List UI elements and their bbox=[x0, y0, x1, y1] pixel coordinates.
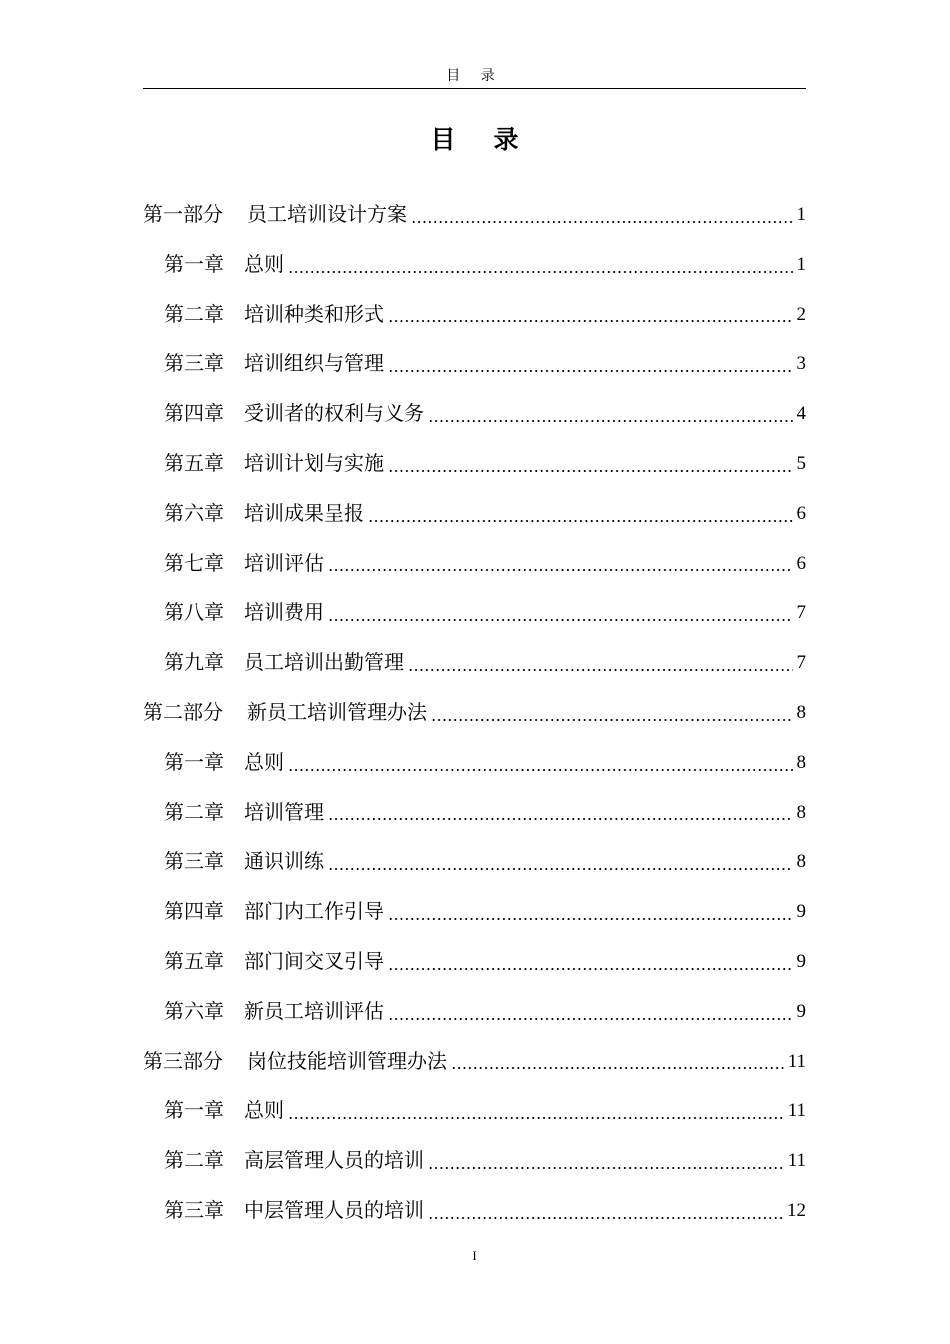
toc-entry-page-number: 11 bbox=[787, 1050, 806, 1072]
toc-entry-page-number: 11 bbox=[787, 1150, 806, 1172]
toc-chapter-entry[interactable] bbox=[143, 489, 806, 539]
table-of-contents bbox=[143, 190, 806, 1236]
toc-entry-label: 第二章 bbox=[164, 1148, 224, 1173]
toc-entry-title: 培训成果呈报 bbox=[244, 500, 364, 525]
toc-entry-label: 第一章 bbox=[164, 251, 224, 276]
toc-dot-leader bbox=[328, 818, 793, 820]
toc-entry-label: 第四章 bbox=[164, 401, 224, 426]
toc-entry-page-number: 9 bbox=[796, 950, 806, 972]
toc-chapter-entry[interactable] bbox=[143, 389, 806, 439]
toc-entry-page-number: 7 bbox=[796, 602, 806, 624]
toc-entry-label: 第七章 bbox=[164, 550, 224, 575]
toc-entry-page-number: 8 bbox=[796, 851, 806, 873]
toc-dot-leader bbox=[288, 271, 793, 273]
toc-dot-leader bbox=[328, 619, 793, 621]
toc-entry-label: 第三部分 bbox=[143, 1048, 223, 1073]
toc-entry-page-number: 9 bbox=[796, 901, 806, 923]
toc-dot-leader bbox=[428, 1167, 784, 1169]
toc-entry-title: 新员工培训评估 bbox=[244, 998, 384, 1023]
toc-entry-title: 部门内工作引导 bbox=[244, 899, 384, 924]
toc-entry-label: 第一章 bbox=[164, 749, 224, 774]
toc-dot-leader bbox=[328, 569, 793, 571]
toc-chapter-entry[interactable] bbox=[143, 588, 806, 638]
toc-chapter-entry[interactable] bbox=[143, 887, 806, 937]
toc-entry-page-number: 4 bbox=[796, 403, 806, 425]
toc-entry-label: 第六章 bbox=[164, 998, 224, 1023]
toc-entry-title: 新员工培训管理办法 bbox=[247, 699, 427, 724]
toc-entry-title: 培训评估 bbox=[244, 550, 324, 575]
toc-entry-page-number: 12 bbox=[787, 1199, 806, 1221]
toc-entry-page-number: 6 bbox=[796, 502, 806, 524]
toc-entry-page-number: 8 bbox=[796, 801, 806, 823]
toc-entry-label: 第二章 bbox=[164, 799, 224, 824]
toc-dot-leader bbox=[428, 1217, 783, 1219]
toc-dot-leader bbox=[288, 769, 793, 771]
toc-chapter-entry[interactable] bbox=[143, 788, 806, 838]
toc-entry-label: 第一章 bbox=[164, 1098, 224, 1123]
toc-entry-label: 第五章 bbox=[164, 948, 224, 973]
toc-entry-title: 培训组织与管理 bbox=[244, 351, 384, 376]
toc-dot-leader bbox=[288, 1117, 784, 1119]
toc-entry-title: 中层管理人员的培训 bbox=[244, 1197, 424, 1222]
toc-dot-leader bbox=[388, 918, 793, 920]
toc-entry-page-number: 1 bbox=[796, 253, 806, 275]
toc-dot-leader bbox=[388, 968, 793, 970]
page-title: 目录 bbox=[430, 125, 557, 154]
toc-dot-leader bbox=[368, 520, 793, 522]
toc-dot-leader bbox=[428, 420, 793, 422]
toc-entry-page-number: 3 bbox=[796, 353, 806, 375]
toc-entry-title: 员工培训出勤管理 bbox=[244, 650, 404, 675]
toc-entry-title: 培训管理 bbox=[244, 799, 324, 824]
toc-entry-title: 部门间交叉引导 bbox=[244, 948, 384, 973]
toc-entry-label: 第一部分 bbox=[143, 202, 223, 226]
toc-chapter-entry[interactable] bbox=[143, 987, 806, 1037]
toc-entry-page-number: 11 bbox=[787, 1100, 806, 1122]
toc-dot-leader bbox=[388, 470, 793, 472]
toc-chapter-entry[interactable] bbox=[143, 638, 806, 688]
toc-entry-title: 高层管理人员的培训 bbox=[244, 1148, 424, 1173]
toc-dot-leader bbox=[388, 370, 793, 372]
toc-entry-page-number: 8 bbox=[796, 751, 806, 773]
toc-entry-label: 第二章 bbox=[164, 301, 224, 326]
toc-entry-title: 受训者的权利与义务 bbox=[244, 401, 424, 426]
toc-entry-label: 第三章 bbox=[164, 351, 224, 376]
toc-chapter-entry[interactable] bbox=[143, 1086, 806, 1136]
toc-entry-title: 总则 bbox=[244, 1098, 284, 1123]
toc-entry-label: 第四章 bbox=[164, 899, 224, 924]
toc-dot-leader bbox=[411, 221, 793, 223]
header-rule bbox=[143, 88, 806, 89]
toc-entry-label: 第五章 bbox=[164, 450, 224, 475]
toc-chapter-entry[interactable] bbox=[143, 738, 806, 788]
toc-entry-title: 培训费用 bbox=[244, 600, 324, 625]
toc-entry-title: 培训种类和形式 bbox=[244, 301, 384, 326]
toc-entry-title: 岗位技能培训管理办法 bbox=[247, 1048, 447, 1073]
toc-dot-leader bbox=[388, 1018, 793, 1020]
toc-entry-label: 第九章 bbox=[164, 650, 224, 675]
toc-chapter-entry[interactable] bbox=[143, 837, 806, 887]
toc-entry-page-number: 9 bbox=[796, 1000, 806, 1022]
toc-entry-title: 总则 bbox=[244, 251, 284, 276]
toc-entry-label: 第八章 bbox=[164, 600, 224, 625]
toc-dot-leader bbox=[328, 868, 793, 870]
running-header: 目 录 bbox=[446, 68, 503, 84]
toc-chapter-entry[interactable] bbox=[143, 937, 806, 987]
toc-entry-title: 通识训练 bbox=[244, 849, 324, 874]
toc-entry-page-number: 7 bbox=[796, 652, 806, 674]
toc-chapter-entry[interactable] bbox=[143, 339, 806, 389]
page-number: I bbox=[472, 1248, 477, 1263]
toc-chapter-entry[interactable] bbox=[143, 290, 806, 340]
toc-dot-leader bbox=[431, 719, 793, 721]
toc-part-entry[interactable] bbox=[143, 1037, 806, 1087]
toc-entry-title: 员工培训设计方案 bbox=[247, 202, 407, 226]
toc-dot-leader bbox=[408, 669, 793, 671]
toc-entry-page-number: 5 bbox=[796, 452, 806, 474]
toc-part-entry[interactable] bbox=[143, 688, 806, 738]
toc-entry-page-number: 6 bbox=[796, 552, 806, 574]
toc-chapter-entry[interactable] bbox=[143, 439, 806, 489]
toc-dot-leader bbox=[451, 1067, 784, 1069]
toc-entry-label: 第三章 bbox=[164, 1197, 224, 1222]
toc-entry-label: 第二部分 bbox=[143, 699, 223, 724]
toc-dot-leader bbox=[388, 320, 793, 322]
toc-entry-page-number: 8 bbox=[796, 701, 806, 723]
toc-entry-label: 第三章 bbox=[164, 849, 224, 874]
toc-entry-label: 第六章 bbox=[164, 500, 224, 525]
toc-entry-page-number: 2 bbox=[796, 303, 806, 325]
toc-entry-title: 总则 bbox=[244, 749, 284, 774]
toc-chapter-entry[interactable] bbox=[143, 240, 806, 290]
toc-entry-page-number: 1 bbox=[796, 204, 806, 225]
toc-part-entry[interactable] bbox=[143, 190, 806, 240]
toc-chapter-entry[interactable] bbox=[143, 539, 806, 589]
toc-chapter-entry[interactable] bbox=[143, 1136, 806, 1186]
toc-entry-title: 培训计划与实施 bbox=[244, 450, 384, 475]
toc-chapter-entry[interactable] bbox=[143, 1186, 806, 1236]
